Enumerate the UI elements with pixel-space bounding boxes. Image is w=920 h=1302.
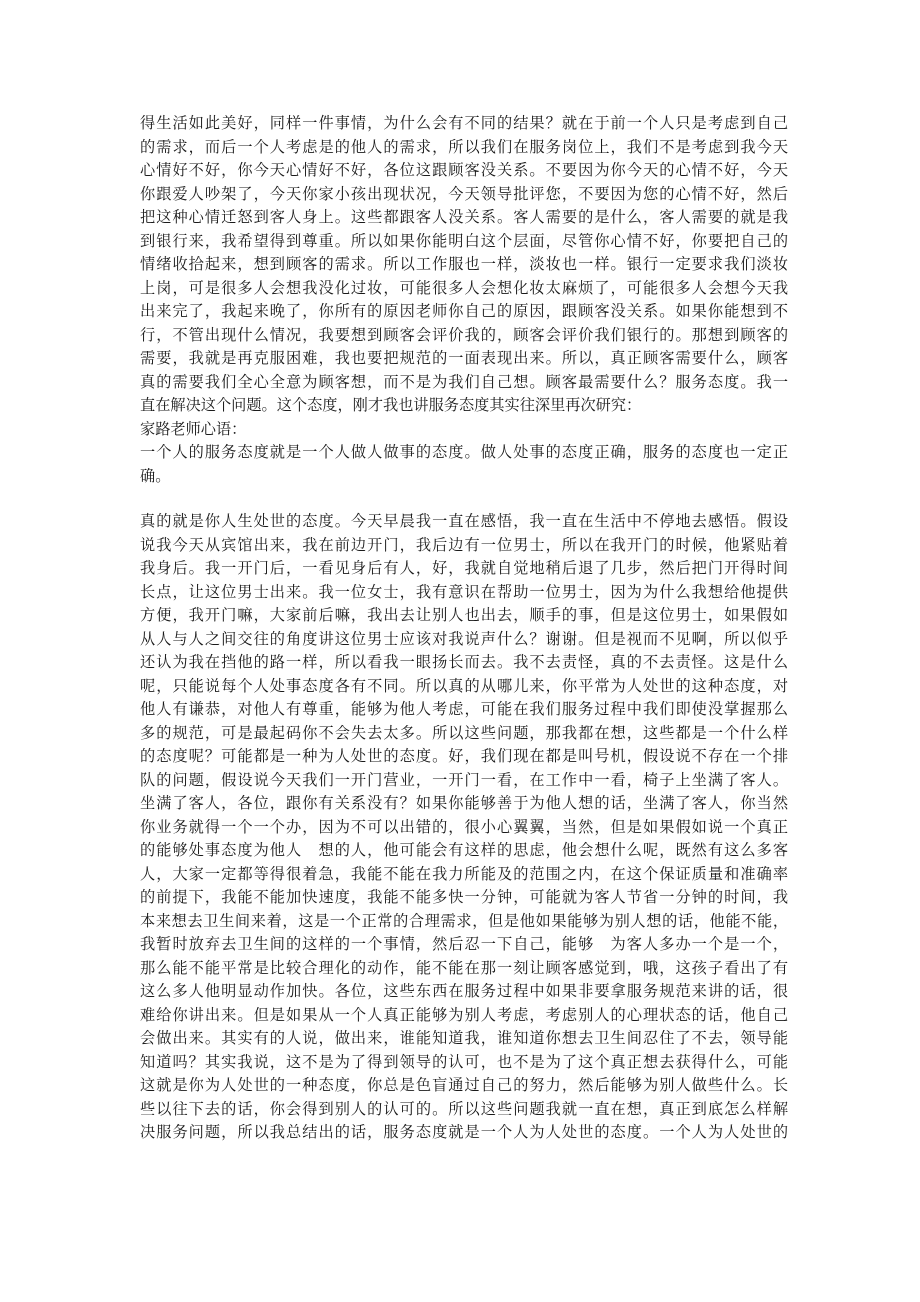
text-line: 些以往下去的话，你会得到别人的认可的。所以这些问题我就一直在想，真正到底怎么样解 <box>140 1099 788 1118</box>
text-line: 出来完了，我起来晚了，你所有的原因老师你自己的原因，跟顾客没关系。如果你能想到不 <box>140 302 788 320</box>
text-line: 你业务就得一个一个办，因为不可以出错的，很小心翼翼，当然，但是如果假如说一个真正 <box>140 817 788 836</box>
text-line: 队的问题，假设说今天我们一开门营业，一开门一看，在工作中一看，椅子上坐满了客人。 <box>140 770 788 789</box>
text-line: 知道吗？其实我说，这不是为了得到领导的认可，也不是为了这个真正想去获得什么，可能 <box>140 1052 788 1071</box>
text-line: 情绪收拾起来，想到顾客的需求。所以工作服也一样，淡妆也一样。银行一定要求我们淡妆 <box>140 255 788 273</box>
text-line: 心情好不好，你今天心情好不好，各位这跟顾客没关系。不要因为你今天的心情不好，今天 <box>140 161 788 179</box>
text-line: 得生活如此美好，同样一件事情，为什么会有不同的结果？就在于前一个人只是考虑到自己 <box>140 114 788 132</box>
text-line: 多的规范，可是最起码你不会失去太多。所以这些问题，那我都在想，这些都是一个什么样 <box>140 723 788 742</box>
text-line: 真的就是你人生处世的态度。今天早晨我一直在感悟，我一直在生活中不停地去感悟。假设 <box>140 512 788 530</box>
text-line: 从人与人之间交往的角度讲这位男士应该对我说声什么？谢谢。但是视而不见啊，所以似乎 <box>140 629 788 648</box>
document-page <box>140 112 788 1145</box>
text-line: 我身后。我一开门后，一看见身后有人，好，我就自觉地稍后退了几步，然后把门开得时间 <box>140 559 788 577</box>
text-line: 难给你讲出来。但是如果从一个人真正能够为别人考虑，考虑别人的心理状态的话，他自己 <box>140 1005 788 1024</box>
text-line: 本来想去卫生间来着，这是一个正常的合理需求，但是他如果能够为别人想的话，他能不能， <box>140 911 788 930</box>
text-line: 直在解决这个问题。这个态度，刚才我也讲服务态度其实往深里再次研究： <box>140 396 642 414</box>
text-line: 坐满了客人，各位，跟你有关系没有？如果你能够善于为他人想的话，坐满了客人，你当然 <box>140 794 788 812</box>
text-line: 他人有谦恭，对他人有尊重，能够为他人考虑，可能在我们服务过程中我们即使没掌握那么 <box>140 700 788 718</box>
quote-line: 一个人的服务态度就是一个人做人做事的态度。做人处事的态度正确，服务的态度也一定正 <box>140 443 788 461</box>
text-line: 到银行来，我希望得到尊重。所以如果你能明白这个层面，尽管你心情不好，你要把自己的 <box>140 231 788 250</box>
text-line: 那么能不能平常是比较合理化的动作，能不能在那一刻让顾客感觉到，哦，这孩子看出了有 <box>140 958 788 977</box>
text-line: 的需求，而后一个人考虑是的他人的需求，所以我们在服务岗位上，我们不是考虑到我今天 <box>140 137 788 156</box>
speaker-label: 家路老师心语： <box>140 419 247 438</box>
text-line: 人，大家一定都等得很着急，我能不能在我力所能及的范围之内，在这个保证质量和准确率 <box>140 864 788 883</box>
text-line: 的能够处事态度为他人 想的人，他可能会有这样的思虑，他会想什么呢，既然有这么多客 <box>140 841 788 859</box>
text-line: 的前提下，我能不能加快速度，我能不能多快一分钟，可能就为客人节省一分钟的时间，我 <box>140 888 788 906</box>
text-line: 你跟爱人吵架了，今天你家小孩出现状况，今天领导批评您，不要因为您的心情不好，然后 <box>140 184 788 203</box>
quote-line: 确。 <box>140 466 171 485</box>
text-line: 说我今天从宾馆出来，我在前边开门，我后边有一位男士，所以在我开门的时候，他紧贴着 <box>140 535 788 554</box>
text-line: 还认为我在挡他的路一样，所以看我一眼扬长而去。我不去责怪，真的不去责怪。这是什么 <box>140 653 788 671</box>
text-line: 把这种心情迁怒到客人身上。这些都跟客人没关系。客人需要的是什么，客人需要的就是我 <box>140 208 788 226</box>
text-line: 决服务问题，所以我总结出的话，服务态度就是一个人为人处世的态度。一个人为人处世的 <box>140 1123 788 1141</box>
text-line: 真的需要我们全心全意为顾客想，而不是为我们自己想。顾客最需要什么？服务态度。我一 <box>140 372 788 391</box>
text-line: 会做出来。其实有的人说，做出来，谁能知道我，谁知道你想去卫生间忍住了不去，领导能 <box>140 1029 788 1047</box>
paragraph-2 <box>140 510 788 1145</box>
quote-paragraph <box>140 441 788 488</box>
text-line: 这就是你为人处世的一种态度，你总是色盲通过自己的努力，然后能够为别人做些什么。长 <box>140 1076 788 1094</box>
text-line: 方便，我开门嘛，大家前后嘛，我出去让别人也出去，顺手的事，但是这位男士，如果假如 <box>140 606 788 624</box>
text-line: 我暂时放弃去卫生间的这样的一个事情，然后忍一下自己，能够 为客人多办一个是一个， <box>140 935 788 953</box>
text-line: 呢，只能说每个人处事态度各有不同。所以真的从哪儿来，你平常为人处世的这种态度，对 <box>140 676 788 695</box>
text-line: 这么多人他明显动作加快。各位，这些东西在服务过程中如果非要拿服务规范来讲的话，很 <box>140 982 788 1000</box>
paragraph-spacer <box>140 488 788 510</box>
text-line: 行，不管出现什么情况，我要想到顾客会评价我的，顾客会评价我们银行的。那想到顾客的 <box>140 325 788 344</box>
text-line: 需要，我就是再克服困难，我也要把规范的一面表现出来。所以，真正顾客需要什么，顾客 <box>140 349 788 367</box>
paragraph-1 <box>140 112 788 418</box>
text-line: 上岗，可是很多人会想我没化过妆，可能很多人会想化妆太麻烦了，可能很多人会想今天我 <box>140 278 788 297</box>
text-line: 的态度呢？可能都是一种为人处世的态度。好，我们现在都是叫号机，假设说不存在一个排 <box>140 747 788 765</box>
text-line: 长点，让这位男士出来。我一位女士，我有意识在帮助一位男士，因为为什么我想给他提供 <box>140 582 788 601</box>
